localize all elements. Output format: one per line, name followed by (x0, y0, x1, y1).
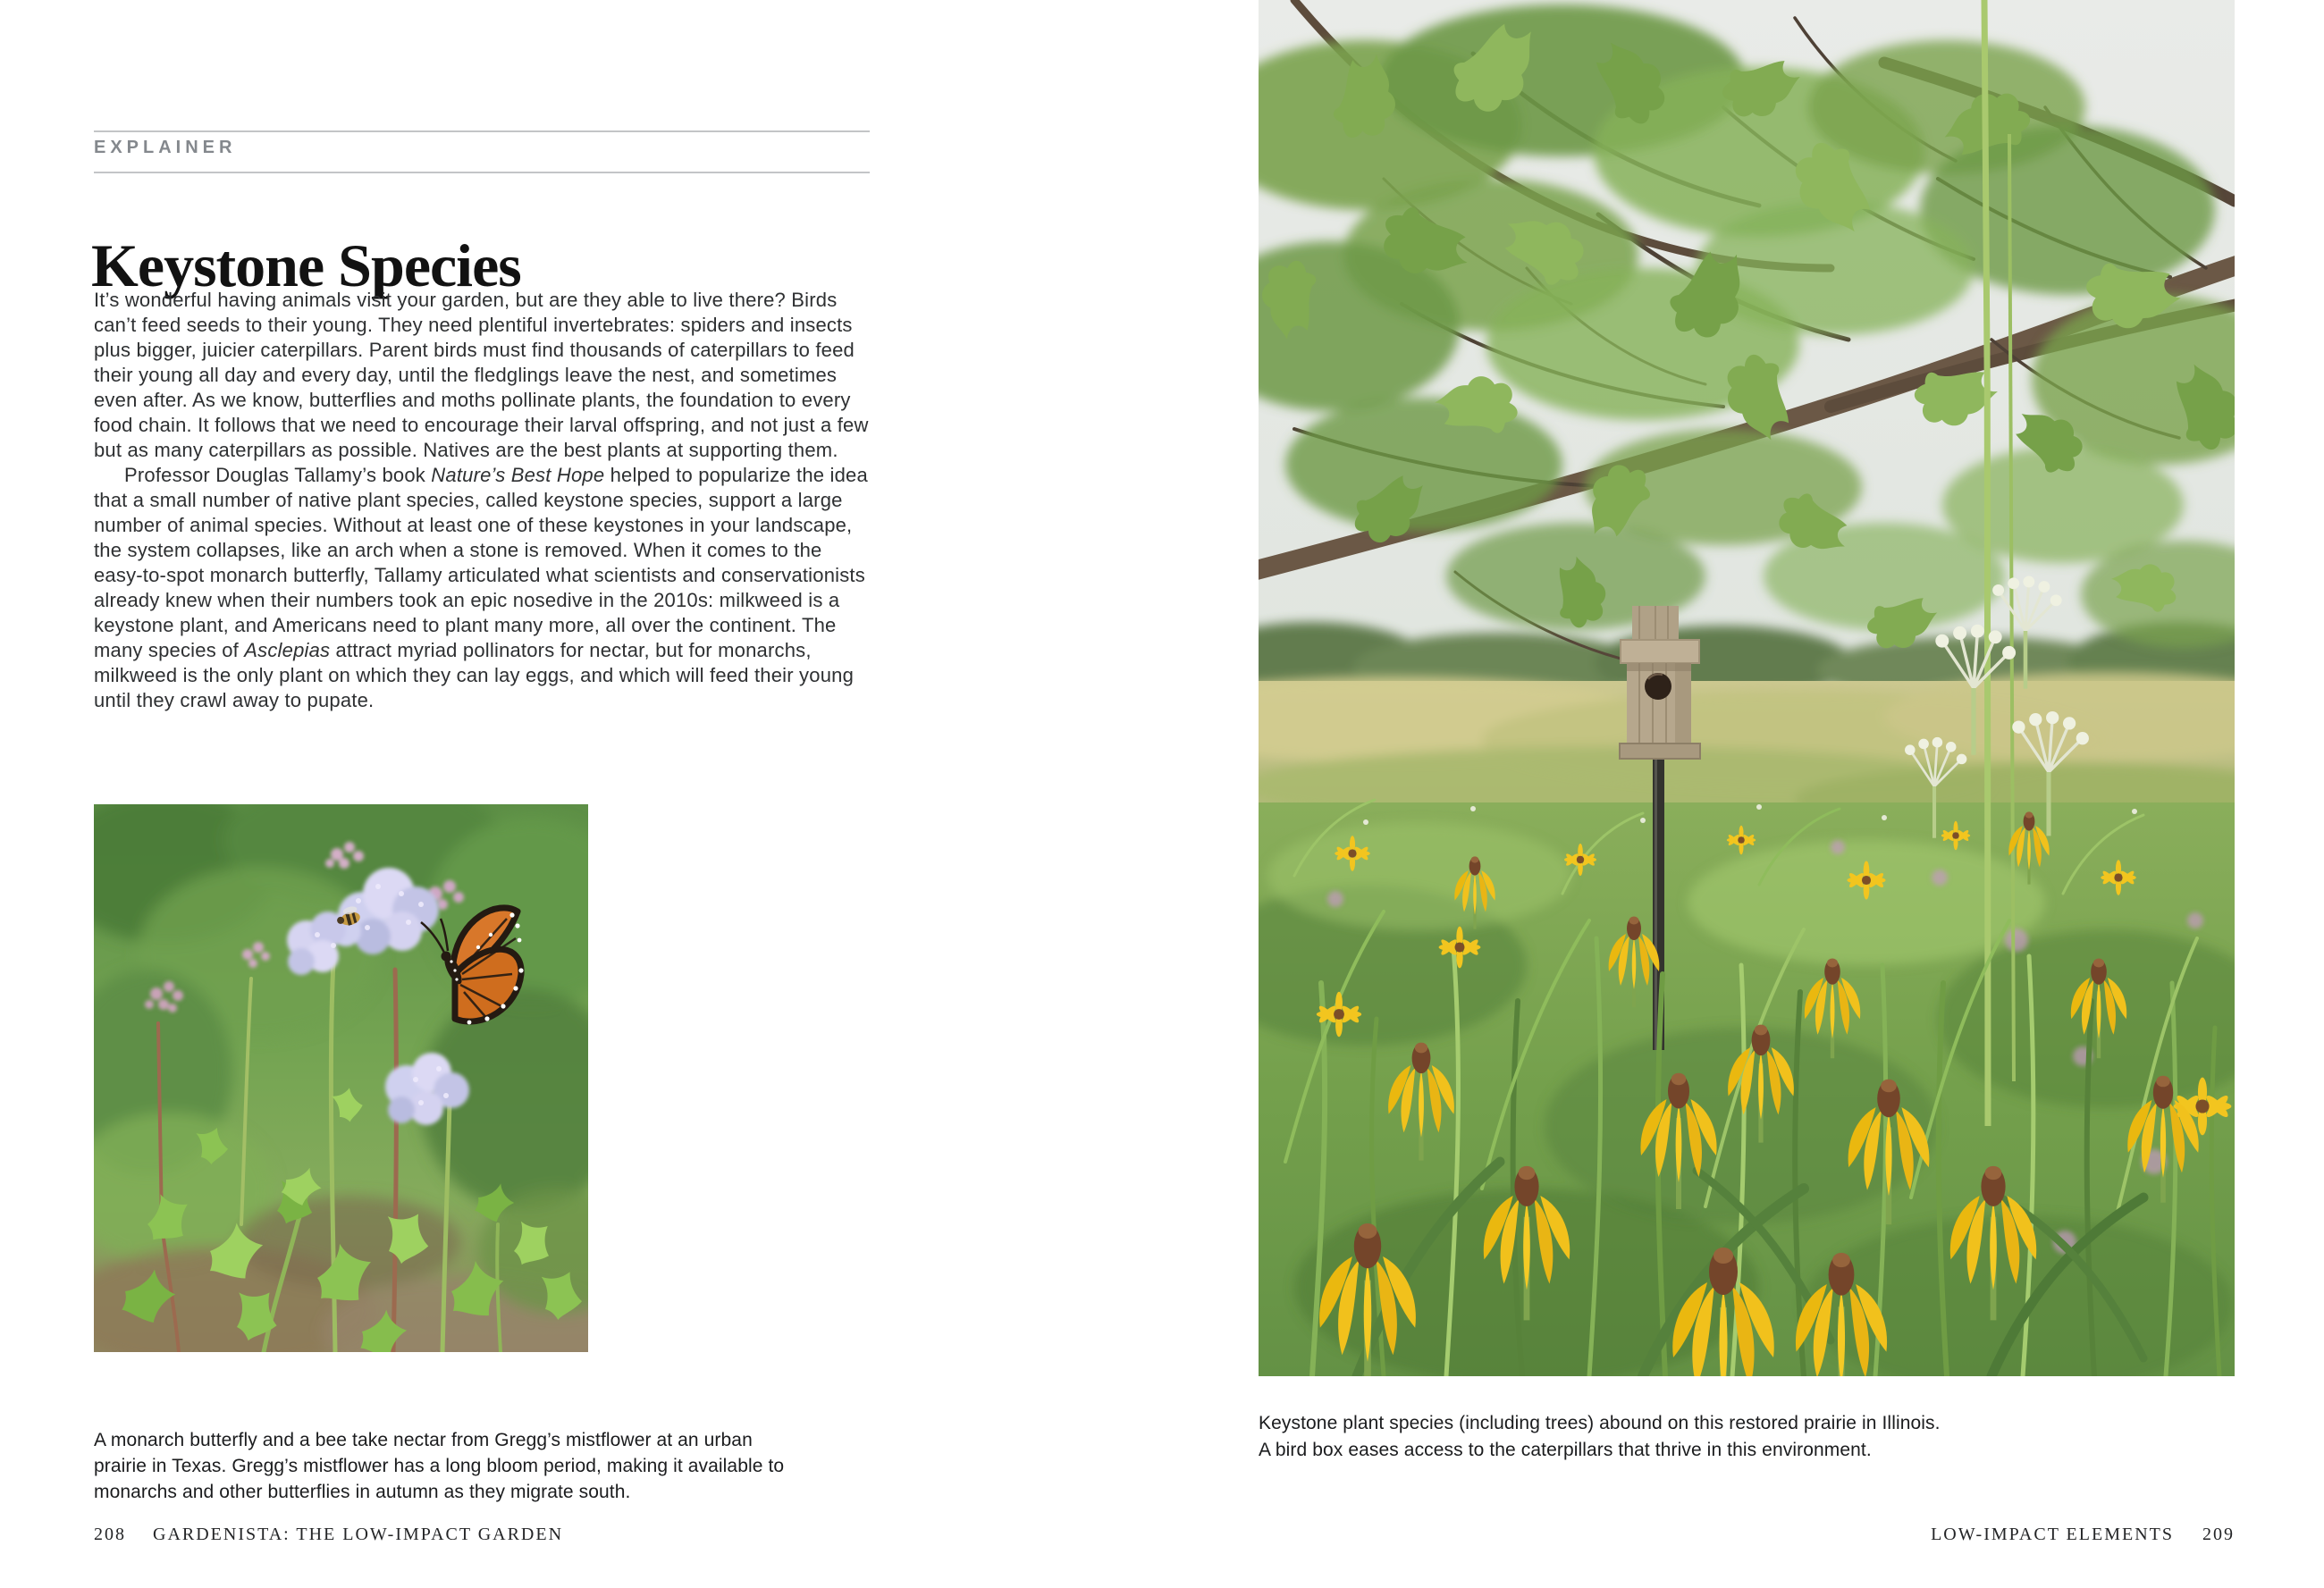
right-caption-line2: A bird box eases access to the caterpillars that thrive in this environment. (1259, 1440, 1872, 1460)
left-photo-caption: A monarch butterfly and a bee take nectar from Gregg’s mistflower at an urban prairie in Texas. Gregg’s mistflower has a long bloom period, making it available to monarchs and other butterflies in autumn as they migrate south. (94, 1430, 785, 1502)
paragraph2-text: helped to popularize the idea that a small number of native plant species, called keystone species, support a large number of animal species. Without at least one of these keystones in your landscape, the system collapses, like an arch when a stone is removed. When it comes to the easy-to-spot monarch butterfly, Tallamy articulated what scientists and conservationists already knew when their numbers took an epic nosedive in the 2010s: milkweed is a keystone plant, and Americans need to plant many more, all over the continent. The many species of (94, 464, 868, 661)
prairie-illustration (1259, 0, 2235, 1376)
kicker-rule-bottom (94, 172, 870, 173)
right-folio (1931, 1525, 2235, 1545)
body-paragraph-2 (94, 463, 875, 713)
monarch-mistflower-photo (94, 804, 588, 1352)
paragraph2-text: attract myriad pollinators for nectar, but for monarchs, milkweed is the only plant on which they can lay eggs, and which will feed their young until they crawl away to pupate. (94, 639, 854, 711)
section-runninghead: LOW-IMPACT ELEMENTS (1931, 1525, 2174, 1544)
page-title: Keystone Species (91, 231, 521, 299)
book-title-italic: Nature’s Best Hope (431, 464, 605, 486)
left-folio (94, 1525, 563, 1545)
book-title-runninghead: GARDENISTA: THE LOW-IMPACT GARDEN (153, 1525, 564, 1544)
body-paragraph-1: It’s wonderful having animals visit your garden, but are they able to live there? Birds can’t feed seeds to their young. They need plentiful invertebrates: spiders and insects plus bigger, juicier caterpillars. Parent birds must find thousands of caterpillars to feed their young all day and every day, until the fledglings leave the nest, and sometimes even after. As we know, butterflies and moths pollinate plants, the foundation to every food chain. It follows that we need to encourage their larval offspring, and not just a few but as many caterpillars as possible. Natives are the best plants at supporting them. (94, 289, 869, 461)
right-photo-caption (1259, 1410, 2170, 1464)
kicker-label: EXPLAINER (94, 138, 237, 157)
article-body (94, 288, 875, 713)
left-page-number: 208 (94, 1525, 126, 1544)
right-caption-line1: Keystone plant species (including trees) abound on this restored prairie in Illinois. (1259, 1413, 1941, 1433)
genus-name-italic: Asclepias (244, 639, 331, 661)
prairie-birdbox-photo (1259, 0, 2235, 1376)
paragraph2-text: Professor Douglas Tallamy’s book (124, 464, 432, 486)
kicker-rule-top (94, 130, 870, 132)
monarch-mistflower-illustration (94, 804, 588, 1352)
right-page-number: 209 (2202, 1525, 2235, 1544)
